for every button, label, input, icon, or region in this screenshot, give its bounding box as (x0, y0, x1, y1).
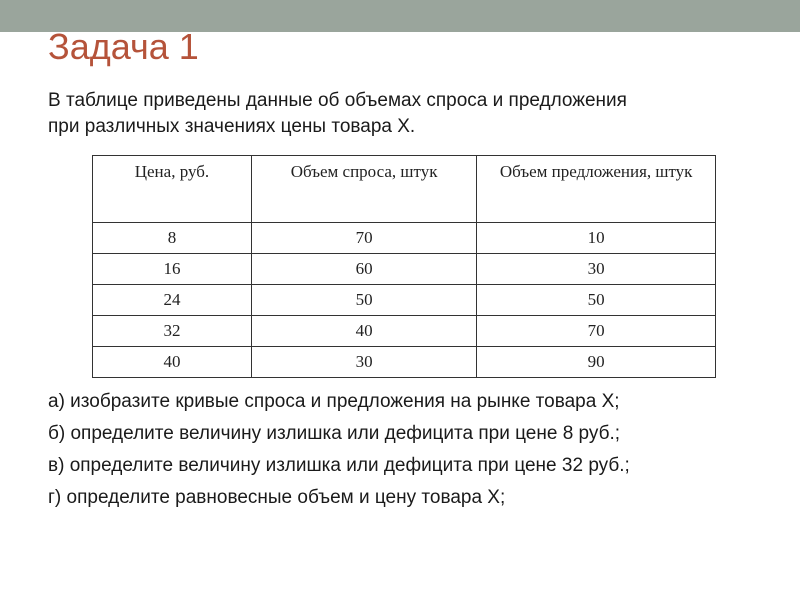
cell-price: 40 (93, 347, 252, 378)
cell-supply: 90 (477, 347, 716, 378)
cell-supply: 70 (477, 316, 716, 347)
table-header-row (93, 156, 716, 223)
cell-demand: 30 (251, 347, 476, 378)
table-row (93, 254, 716, 285)
cell-supply: 50 (477, 285, 716, 316)
intro-line: В таблице приведены данные об объемах спроса и предложения (48, 90, 627, 111)
cell-price: 32 (93, 316, 252, 347)
intro-text (48, 88, 758, 140)
header-price: Цена, руб. (93, 156, 252, 223)
cell-supply: 10 (477, 223, 716, 254)
header-demand: Объем спроса, штук (251, 156, 476, 223)
intro-line: при различных значениях цены товара X. (48, 116, 416, 137)
table-row (93, 285, 716, 316)
table-row (93, 347, 716, 378)
task-list (48, 386, 788, 514)
task-item: в) определите величину излишка или дефицита при цене 32 руб.; (48, 455, 630, 476)
task-item: б) определите величину излишка или дефицита при цене 8 руб.; (48, 423, 621, 444)
task-item: г) определите равновесные объем и цену товара X; (48, 487, 506, 508)
cell-supply: 30 (477, 254, 716, 285)
header-supply: Объем предложения, штук (477, 156, 716, 223)
cell-demand: 60 (251, 254, 476, 285)
cell-price: 8 (93, 223, 252, 254)
cell-price: 16 (93, 254, 252, 285)
slide-title: Задача 1 (48, 26, 199, 67)
cell-price: 24 (93, 285, 252, 316)
cell-demand: 50 (251, 285, 476, 316)
cell-demand: 40 (251, 316, 476, 347)
cell-demand: 70 (251, 223, 476, 254)
supply-demand-table (92, 155, 716, 378)
table-row (93, 316, 716, 347)
task-item: а) изобразите кривые спроса и предложения на рынке товара X; (48, 391, 620, 412)
table-row (93, 223, 716, 254)
